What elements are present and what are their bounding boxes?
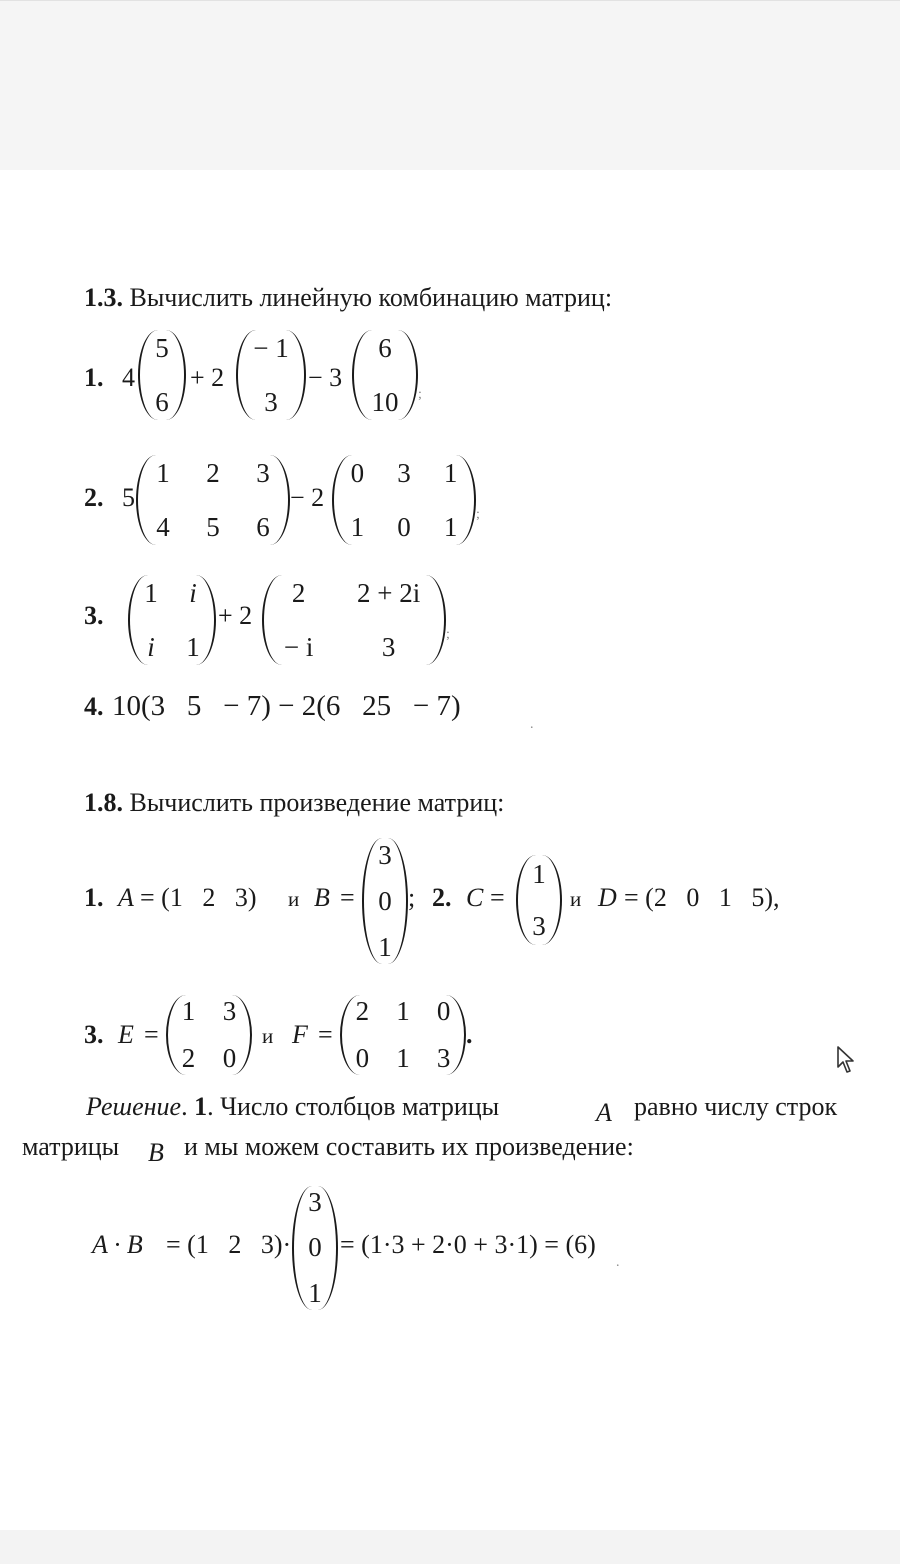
matrix-cell: 1 [532,858,546,889]
matrix-cell: 5 [155,332,169,363]
matrix-cell: − 1 [253,332,289,363]
section-title: Вычислить произведение матриц: [129,788,505,817]
matrix-cell: 1 [443,457,458,488]
matrix-cell: i [147,631,155,662]
matrix-cell: 0 [308,1232,322,1263]
item-label: 3. [84,1020,104,1049]
solution-text: . Число столбцов матрицы [207,1092,500,1121]
matrix-cell: 5 [206,511,220,542]
matrix-name: D [598,883,617,912]
matrix-name: B [148,1138,164,1167]
matrix-cell: 1 [396,1043,410,1073]
matrix-cell: 1 [443,511,458,542]
matrix-cell: 2 [355,996,370,1026]
solution-number: 1 [194,1092,208,1121]
matrix-cell: 1 [144,577,158,608]
solution-text: . [181,1092,195,1121]
matrix-2x2 [262,575,446,665]
punctuation: ; [446,627,450,642]
matrix-2x3 [332,455,476,545]
solution-word: Решение [86,1092,182,1121]
coefficient: 4 [122,363,135,392]
matrix-name: A [118,883,134,912]
matrix-name: E [118,1020,134,1049]
matrix-cell: 6 [256,511,270,542]
matrix-cell: 10 [371,386,399,417]
vector-matrix [352,330,418,420]
punctuation: . [530,717,534,732]
solution-text: матрицы [22,1132,120,1161]
coefficient: 5 [122,483,135,512]
solution-text: равно числу строк [634,1092,838,1121]
matrix-cell: 0 [222,1043,237,1073]
matrix-cell: 0 [378,885,392,916]
equals: = [490,883,505,912]
matrix-cell: i [189,577,197,608]
punctuation: . [466,1020,473,1049]
matrix-name: F [292,1020,308,1049]
matrix-cell: 0 [397,511,411,542]
section-number: 1.3. [84,283,123,312]
matrix-2x2 [166,995,252,1075]
matrix-cell: 3 [256,457,270,488]
conjunction: и [570,887,582,911]
matrix-cell: 2 [181,1043,196,1073]
section-number: 1.8. [84,788,123,817]
item-label: 4. [84,692,104,721]
matrix-cell: 3 [436,1043,451,1073]
document-page [0,170,900,1530]
operator: + 2 [218,601,253,630]
separator: ; [408,883,416,912]
matrix-cell: 3 [308,1187,322,1218]
matrix-cell: 3 [381,631,396,662]
matrix-cell: 3 [378,839,392,870]
matrix-cell: 1 [350,511,365,542]
solution-text: и мы можем составить их произведение: [184,1132,634,1161]
matrix-cell: 4 [156,511,170,542]
matrix-cell: 1 [308,1277,322,1308]
row-vector-expression: 10(3 5 − 7) − 2(6 25 − 7) [112,690,461,722]
bottom-margin [0,1530,900,1564]
operator: − 3 [308,363,343,392]
matrix-cell: 0 [355,1043,370,1073]
matrix-2x3 [340,995,466,1075]
section-1-3-heading [84,285,612,311]
product-result: = (1·3 + 2·0 + 3·1) = (6) [340,1230,596,1259]
section-1-8-heading [84,790,504,816]
matrix-cell: 0 [436,996,451,1026]
punctuation: . [616,1255,620,1270]
vector-matrix [236,330,306,420]
item-label: 3. [84,601,104,630]
mouse-pointer-icon [836,1045,860,1075]
item-label: 1. [84,363,104,392]
vector-matrix [138,330,186,420]
matrix-cell: 0 [350,457,365,488]
matrix-cell: 2 [291,577,306,608]
punctuation: ; [476,507,480,522]
matrix-cell: 1 [186,631,200,662]
row-vector: = (2 0 1 5), [624,883,780,912]
matrix-2x2 [128,575,216,665]
matrix-cell: 1 [396,996,410,1026]
punctuation: ; [418,387,422,402]
matrix-cell: 2 + 2i [356,577,421,608]
column-vector [362,838,408,964]
product-lhs: A · B [92,1230,143,1259]
solution-line-1 [86,1094,499,1120]
conjunction: и [288,887,300,911]
matrix-name: A [596,1098,612,1127]
column-vector [292,1186,338,1310]
equals: = [144,1020,159,1049]
matrix-2x3 [136,455,290,545]
matrix-cell: 1 [156,457,170,488]
operator: − 2 [290,483,325,512]
matrix-cell: 1 [181,996,196,1026]
item-label: 1. [84,883,104,912]
equals: = [318,1020,333,1049]
matrix-cell: 3 [532,910,546,941]
item-label: 2. [84,483,104,512]
conjunction: и [262,1024,274,1048]
item-label: 2. [432,883,452,912]
matrix-cell: 3 [264,386,278,417]
column-vector [516,855,562,945]
matrix-cell: 6 [155,386,169,417]
matrix-cell: 6 [378,332,392,363]
matrix-name: C [466,883,484,912]
equals: = [340,883,355,912]
matrix-cell: 3 [397,457,411,488]
matrix-name: B [314,883,330,912]
row-vector: = (1 2 3) [140,883,257,912]
matrix-cell: 3 [222,996,237,1026]
operator: + 2 [190,363,225,392]
top-margin [0,0,900,171]
row-vector: = (1 2 3)· [166,1230,292,1259]
matrix-cell: 2 [206,457,220,488]
matrix-cell: − i [283,631,314,662]
section-title: Вычислить линейную комбинацию матриц: [129,283,613,312]
matrix-cell: 1 [378,931,392,962]
